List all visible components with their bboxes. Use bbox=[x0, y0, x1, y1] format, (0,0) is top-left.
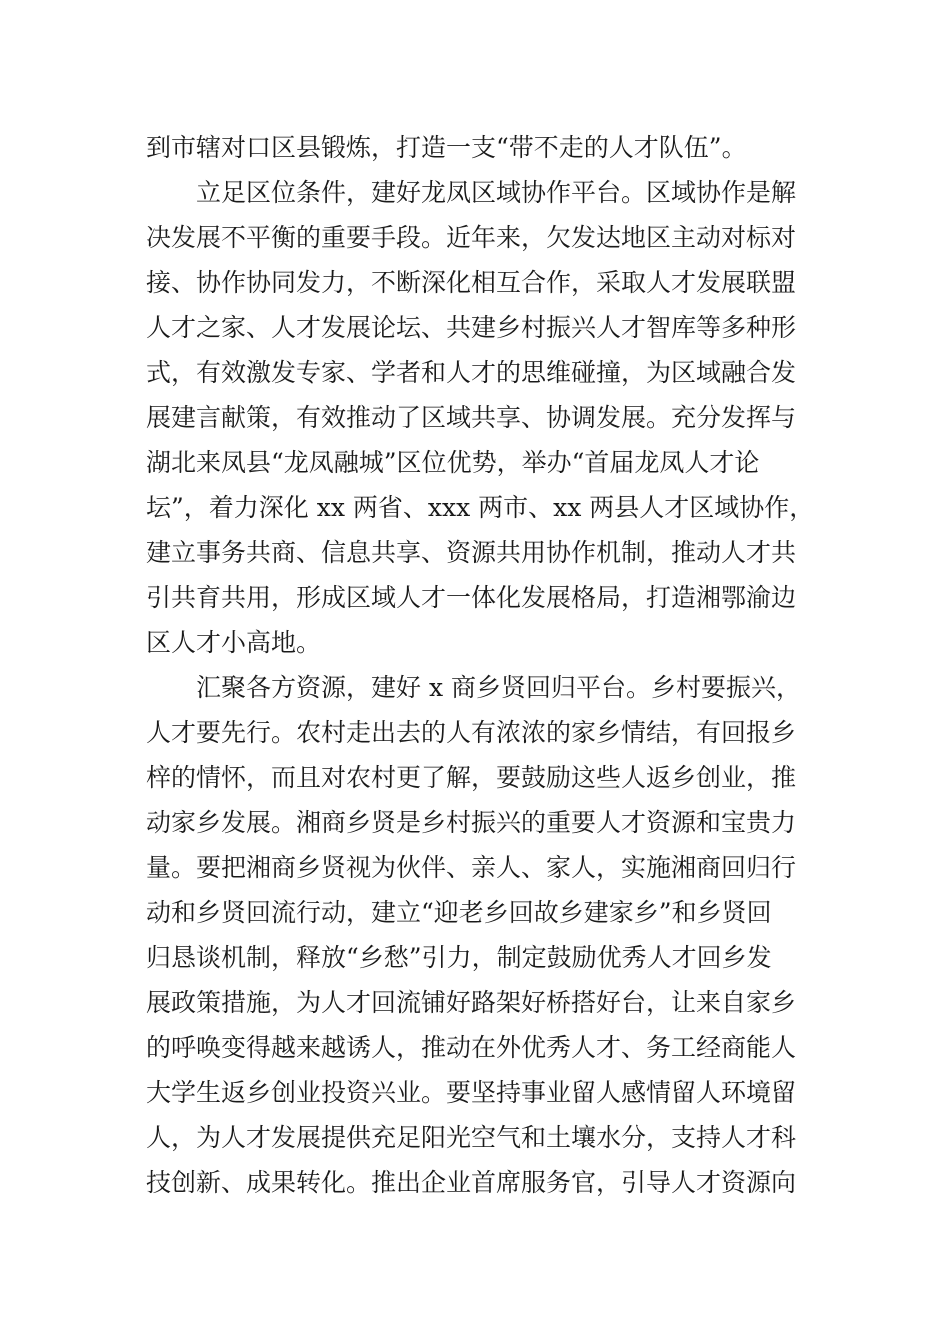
text-line: 人才要先行。农村走出去的人有浓浓的家乡情结，有回报乡 bbox=[146, 718, 797, 747]
text-line: 区人才小高地。 bbox=[146, 628, 322, 657]
text-line: 展建言献策，有效推动了区域共享、协调发展。充分发挥与 bbox=[146, 403, 797, 432]
paragraph-heading-line: 立足区位条件，建好龙凤区域协作平台。区域协作是解 bbox=[196, 178, 797, 207]
text-line: 梓的情怀，而且对农村更了解，要鼓励这些人返乡创业，推 bbox=[146, 763, 797, 792]
text-line: 接、协作协同发力，不断深化相互合作，采取人才发展联盟 bbox=[146, 268, 797, 297]
paragraph-heading-line: 汇聚各方资源，建好 x 商乡贤回归平台。乡村要振兴， bbox=[196, 673, 801, 702]
text-line: 湖北来凤县“龙凤融城”区位优势，举办“首届龙凤人才论 bbox=[146, 448, 760, 477]
text-line: 坛”，着力深化 xx 两省、xxx 两市、xx 两县人才区域协作， bbox=[146, 493, 815, 522]
text-line: 大学生返乡创业投资兴业。要坚持事业留人感情留人环境留 bbox=[146, 1078, 797, 1107]
text-line: 建立事务共商、信息共享、资源共用协作机制，推动人才共 bbox=[146, 538, 797, 567]
text-line: 人才之家、人才发展论坛、共建乡村振兴人才智库等多种形 bbox=[146, 313, 797, 342]
text-line: 引共育共用，形成区域人才一体化发展格局，打造湘鄂渝边 bbox=[146, 583, 797, 612]
text-line: 动家乡发展。湘商乡贤是乡村振兴的重要人才资源和宝贵力 bbox=[146, 808, 797, 837]
text-line: 技创新、成果转化。推出企业首席服务官，引导人才资源向 bbox=[146, 1168, 797, 1197]
text-line: 归恳谈机制，释放“乡愁”引力，制定鼓励优秀人才回乡发 bbox=[146, 943, 772, 972]
text-line: 量。要把湘商乡贤视为伙伴、亲人、家人，实施湘商回归行 bbox=[146, 853, 797, 882]
text-line: 动和乡贤回流行动，建立“迎老乡回故乡建家乡”和乡贤回 bbox=[146, 898, 772, 927]
text-line: 式，有效激发专家、学者和人才的思维碰撞，为区域融合发 bbox=[146, 358, 797, 387]
text-line: 到市辖对口区县锻炼，打造一支“带不走的人才队伍”。 bbox=[146, 133, 747, 162]
text-line: 人，为人才发展提供充足阳光空气和土壤水分，支持人才科 bbox=[146, 1123, 797, 1152]
text-line: 的呼唤变得越来越诱人，推动在外优秀人才、务工经商能人 bbox=[146, 1033, 797, 1062]
text-line: 展政策措施，为人才回流铺好路架好桥搭好台，让来自家乡 bbox=[146, 988, 797, 1017]
text-line: 决发展不平衡的重要手段。近年来，欠发达地区主动对标对 bbox=[146, 223, 797, 252]
